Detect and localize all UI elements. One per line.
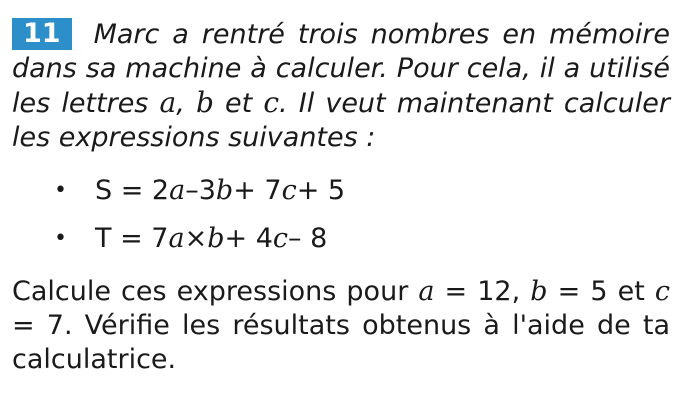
expression-list	[12, 167, 670, 263]
expression-text: + 5	[296, 175, 346, 206]
variable-b: b	[195, 86, 214, 119]
expression-text: T = 7	[95, 223, 169, 254]
variable-c: c	[263, 86, 280, 119]
variable-a: a	[418, 276, 435, 307]
exercise-block	[12, 18, 670, 377]
instruction-text: = 12,	[434, 276, 531, 307]
variable-c: c	[281, 175, 297, 206]
variable-b: b	[215, 175, 234, 206]
variable-b: b	[530, 276, 548, 307]
statement-text: . Il veut maintenant calculer les expressions suivantes :	[12, 88, 670, 153]
expression-text: S = 2	[95, 175, 170, 206]
variable-c: c	[272, 223, 289, 254]
instruction-text: Calcule ces expressions pour	[12, 276, 419, 307]
expression-text: – 8	[288, 223, 328, 254]
bullet-icon: •	[54, 178, 67, 203]
expression-s	[12, 167, 670, 215]
bullet-icon: •	[54, 226, 67, 251]
exercise-statement	[12, 18, 670, 155]
variable-a: a	[159, 86, 177, 119]
variable-a: a	[168, 223, 185, 254]
instruction-text: = 5 et	[547, 276, 655, 307]
expression-text: + 4	[224, 223, 273, 254]
variable-b: b	[207, 223, 225, 254]
expression-text: + 7	[233, 175, 282, 206]
expression-t	[12, 215, 670, 263]
statement-separator: et	[213, 88, 264, 119]
variable-c: c	[654, 276, 670, 307]
expression-text: –3	[185, 175, 216, 206]
exercise-number-badge: 11	[12, 18, 72, 50]
instruction-text: = 7. Vérifie les résultats obtenus à l'aide de ta calculatrice.	[12, 310, 670, 375]
expression-text: ×	[184, 223, 208, 254]
statement-text: Marc a rentré trois nombres en mémoire dans sa machine à calculer. Pour cela, il a utilisé les lettres	[12, 19, 670, 119]
statement-separator: ,	[176, 88, 196, 119]
variable-a: a	[169, 175, 186, 206]
exercise-instruction	[12, 275, 670, 377]
